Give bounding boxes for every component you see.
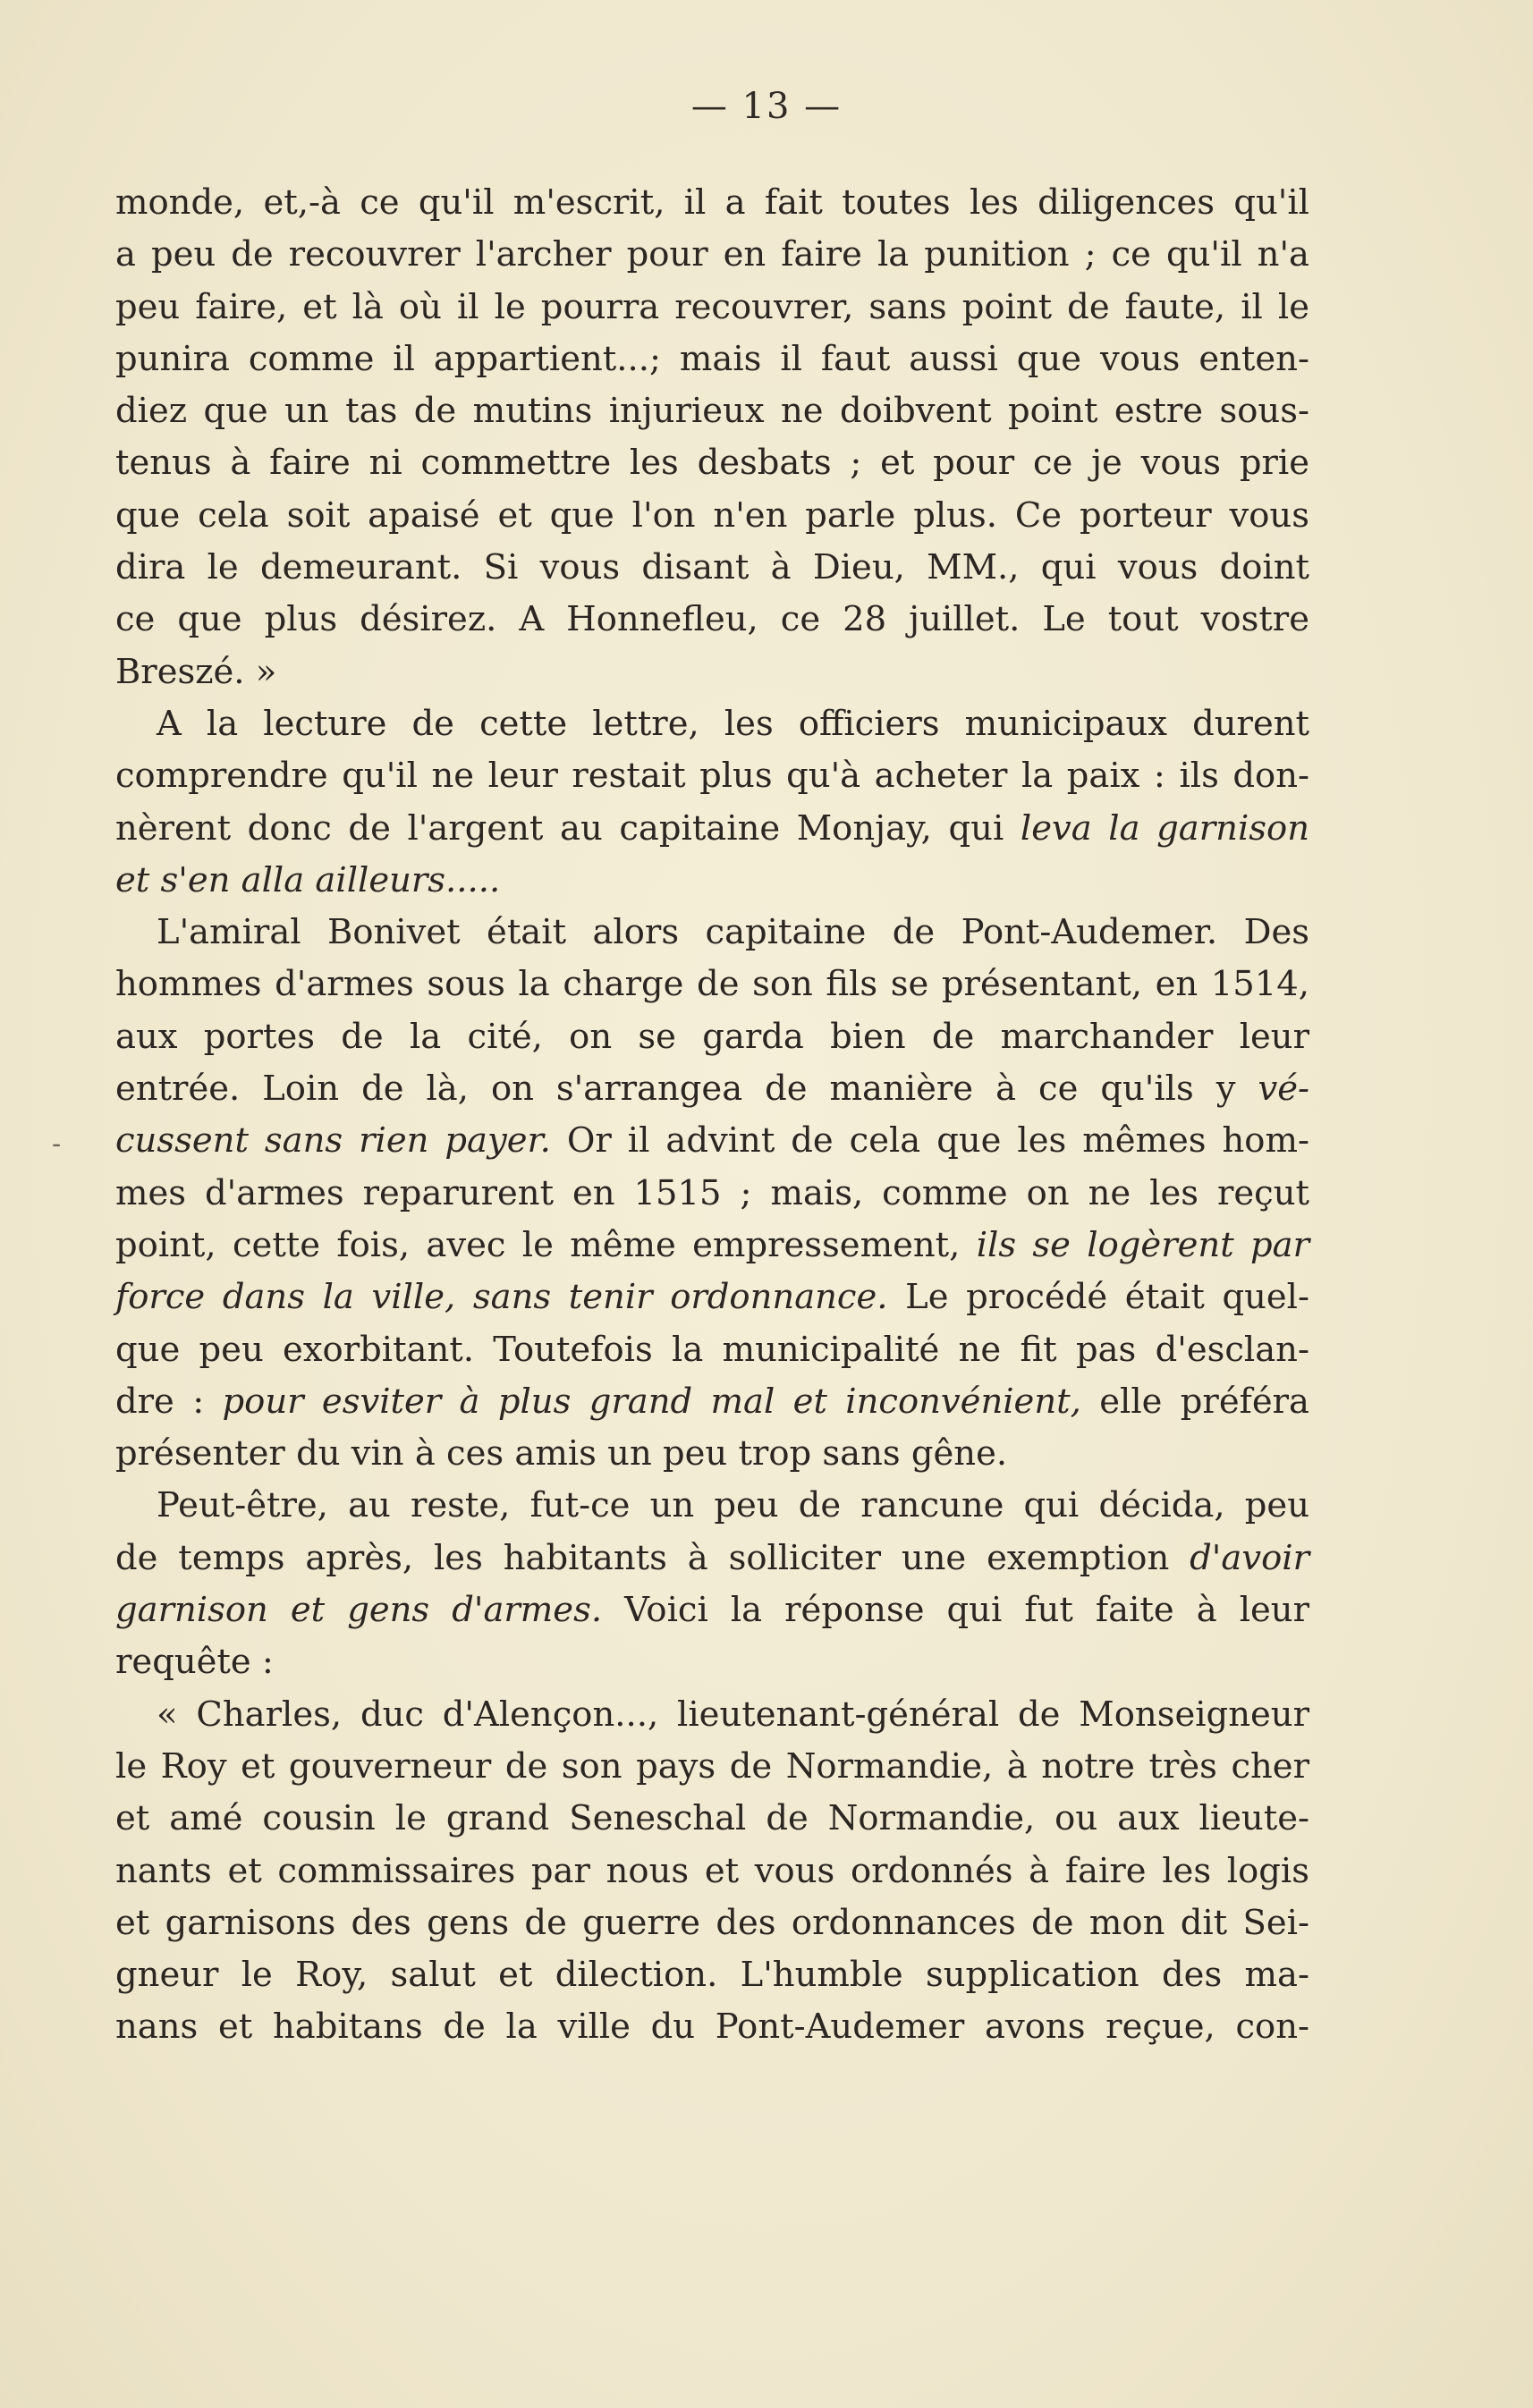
italic-run: cussent sans rien payer. <box>115 1120 551 1162</box>
text-line <box>115 1115 1309 1167</box>
roman-run: de temps après, les habitants à solliciter une exemption <box>115 1537 1190 1578</box>
text-line: peu faire, et là où il le pourra recouvrer, sans point de faute, il le <box>115 286 1309 327</box>
text-line: que cela soit apaisé et que l'on n'en parle plus. Ce porteur vous <box>115 494 1309 536</box>
text-line: que peu exorbitant. Toutefois la municipalité ne fit pas d'esclan- <box>115 1329 1309 1370</box>
text-line: requête : <box>115 1642 274 1683</box>
roman-run: Or il advint de cela que les mêmes hom- <box>550 1120 1309 1162</box>
roman-run: Voici la réponse qui fut faite à leur <box>602 1590 1309 1631</box>
italic-run: force dans la ville, sans tenir ordonnance. <box>115 1277 888 1318</box>
text-line <box>115 855 1309 907</box>
italic-run: leva la garnison <box>1020 807 1309 849</box>
text-line: A la lecture de cette lettre, les officiers municipaux durent <box>157 703 1309 744</box>
text-line: ce que plus désirez. A Honnefleu, ce 28 juillet. Le tout vostre <box>115 599 1309 640</box>
text-line: aux portes de la cité, on se garda bien de marchander leur <box>115 1016 1309 1057</box>
margin-mark: - <box>52 1128 62 1160</box>
text-line <box>115 1063 1309 1115</box>
text-line <box>115 803 1309 855</box>
text-line: diez que un tas de mutins injurieux ne doibvent point estre sous- <box>115 391 1309 432</box>
text-line: Breszé. » <box>115 651 277 692</box>
italic-run: ils se logèrent par <box>976 1224 1309 1265</box>
text-line: présenter du vin à ces amis un peu trop sans gêne. <box>115 1433 1008 1474</box>
roman-run: Le procédé était quel- <box>887 1277 1309 1318</box>
italic-run: pour esviter à plus grand mal et inconvénient, <box>222 1381 1081 1422</box>
italic-run: et s'en alla ailleurs..... <box>115 859 501 900</box>
text-line <box>115 1272 1309 1323</box>
roman-run: point, cette fois, avec le même empressement, <box>115 1224 977 1265</box>
text-line: « Charles, duc d'Alençon..., lieutenant-général de Monseigneur <box>157 1694 1309 1735</box>
italic-run: d'avoir <box>1190 1537 1309 1578</box>
text-line: L'amiral Bonivet était alors capitaine de Pont-Audemer. Des <box>157 912 1309 953</box>
text-line: comprendre qu'il ne leur restait plus qu'à acheter la paix : ils don- <box>115 756 1309 797</box>
text-line: le Roy et gouverneur de son pays de Normandie, à notre très cher <box>115 1745 1309 1787</box>
italic-run: garnison et gens d'armes. <box>115 1590 603 1631</box>
text-line <box>115 1220 1309 1272</box>
text-line: et garnisons des gens de guerre des ordonnances de mon dit Sei- <box>115 1902 1309 1943</box>
text-line: hommes d'armes sous la charge de son fils se présentant, en 1514, <box>115 964 1309 1005</box>
text-line: Peut-être, au reste, fut-ce un peu de rancune qui décida, peu <box>157 1485 1309 1526</box>
text-line: dira le demeurant. Si vous disant à Dieu, MM., qui vous doint <box>115 547 1309 588</box>
page-number: — 13 — <box>690 86 843 127</box>
text-line <box>115 1376 1309 1428</box>
roman-run: elle préféra <box>1080 1381 1309 1422</box>
text-line: mes d'armes reparurent en 1515 ; mais, comme on ne les reçut <box>115 1172 1309 1213</box>
text-line: nans et habitans de la ville du Pont-Audemer avons reçue, con- <box>115 2007 1309 2048</box>
text-line: nants et commissaires par nous et vous ordonnés à faire les logis <box>115 1850 1309 1891</box>
text-line: punira comme il appartient...; mais il faut aussi que vous enten- <box>115 338 1309 379</box>
body-text <box>115 177 1309 2054</box>
text-line: et amé cousin le grand Seneschal de Normandie, ou aux lieute- <box>115 1798 1309 1839</box>
text-line: tenus à faire ni commettre les desbats ; et pour ce je vous prie <box>115 443 1309 484</box>
text-line: monde, et,-à ce qu'il m'escrit, il a fait toutes les diligences qu'il <box>115 182 1309 223</box>
text-line <box>115 1584 1309 1636</box>
roman-run: entrée. Loin de là, on s'arrangea de manière à ce qu'ils y <box>115 1069 1258 1110</box>
text-line <box>115 1533 1309 1584</box>
text-line: gneur le Roy, salut et dilection. L'humble supplication des ma- <box>115 1955 1309 1996</box>
roman-run: nèrent donc de l'argent au capitaine Monjay, qui <box>115 807 1021 849</box>
italic-run: vé- <box>1258 1069 1309 1110</box>
roman-run: dre : <box>115 1381 223 1422</box>
text-line: a peu de recouvrer l'archer pour en faire la punition ; ce qu'il n'a <box>115 234 1309 275</box>
